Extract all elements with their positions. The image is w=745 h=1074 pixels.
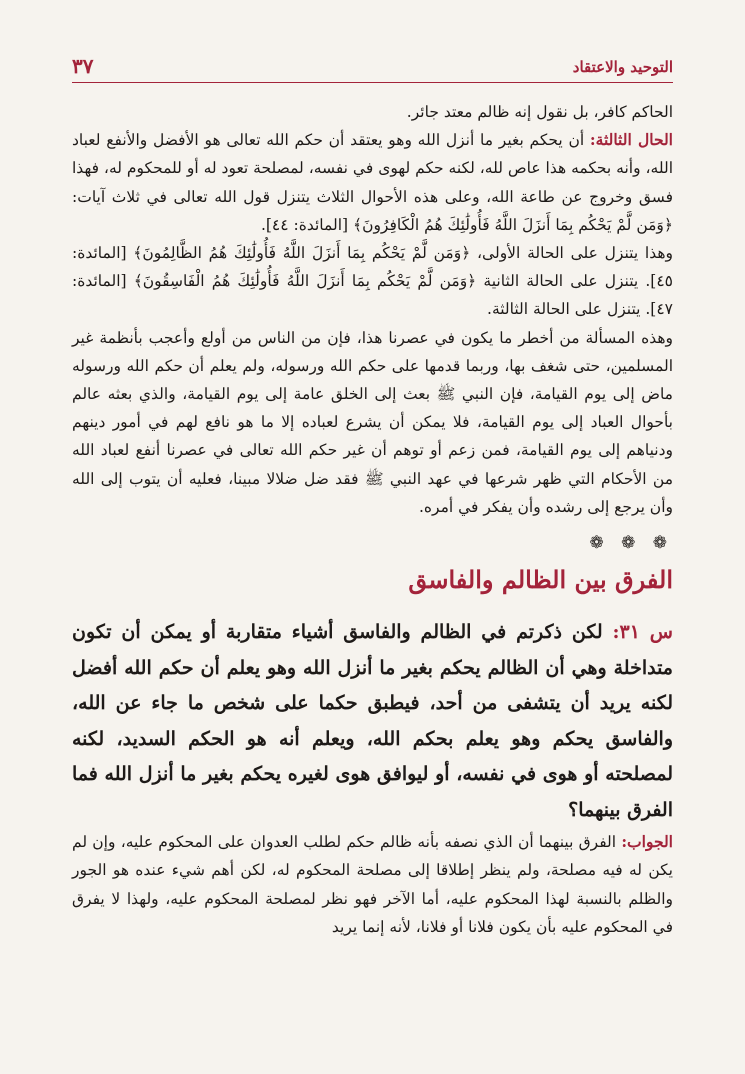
section-title: الفرق بين الظالم والفاسق <box>408 565 673 595</box>
paragraph: وهذا يتنزل على الحالة الأولى، ﴿وَمَن لَّمْ يَحْكُم بِمَا أَنزَلَ اللَّهُ فَأُولَٰئِكَ هُمُ الظَّالِمُونَ﴾ [المائدة: ٤٥]. يتنزل على الحالة الثانية ﴿وَمَن لَّمْ يَحْكُم بِمَا أَنزَلَ اللَّهُ فَأُولَٰئِكَ هُمُ الْفَاسِقُونَ﴾ [المائدة: ٤٧]. يتنزل على الحالة الثالثة. <box>72 244 673 319</box>
answer-text: الفرق بينهما أن الذي نصفه بأنه ظالم حكم لطلب العدوان على المحكوم عليه، وإن لم يكن له فيه مصلحة، ولم ينظر إطلاقا إلى مصلحة المحكوم له، لكن أهم شيء عنده هو الجور والظلم بالنسبة لهذا المحكوم عليه، أما الآخر فهو نظر لمصلحة المحكوم عليه، ولهذا لا يفرق في المحكوم عليه بأن يكون فلانا أو فلانا، لأنه إنما يريد <box>72 833 673 936</box>
question <box>72 615 673 828</box>
page-number: ٣٧ <box>72 54 94 78</box>
question-text: لكن ذكرتم في الظالم والفاسق أشياء متقاربة أو يمكن أن تكون متداخلة وهي أن الظالم يحكم بغير ما أنزل الله وهو يعلم أن حكم الله أفضل لكنه يريد أن يتشفى من أحد، فيطبق حكما على شخص ما جاء عن الله، والفاسق يحكم وهو يعلم بحكم الله، ويعلم أنه هو الحكم السديد، لكنه لمصلحته أو هوى في نفسه، أو ليوافق هوى لغيره يحكم بغير ما أنزل الله فما الفرق بينهما؟ <box>72 621 673 821</box>
paragraph: الحاكم كافر، بل نقول إنه ظالم معتد جائر. <box>406 103 673 121</box>
answer <box>72 828 673 941</box>
answer-label: الجواب: <box>621 832 673 852</box>
page-body <box>72 98 673 941</box>
ornament-separator: ❁ ❁ ❁ <box>589 533 673 554</box>
paragraph-text: أن يحكم بغير ما أنزل الله وهو يعتقد أن حكم الله تعالى هو الأفضل والأنفع لعباد الله، وأنه بحكمه هذا عاص لله، لكنه حكم لهوى في نفسه، لمصلحة تعود له أو للمحكوم له، فهذا فسق وخروج عن طاعة الله، وعلى هذه الأحوال الثلاث يتنزل قول الله تعالى في ثلاث آيات: ﴿وَمَن لَّمْ يَحْكُم بِمَا أَنزَلَ اللَّهُ فَأُولَٰئِكَ هُمُ الْكَافِرُونَ﴾ [المائدة: ٤٤]. <box>72 131 673 234</box>
question-label: س ٣١: <box>612 621 673 644</box>
case-label: الحال الثالثة: <box>589 130 673 150</box>
paragraph: وهذه المسألة من أخطر ما يكون في عصرنا هذا، فإن من الناس من أولع وأعجب بأنظمة غير المسلمين، حتى شغف بها، وربما قدمها على حكم الله ورسوله، ولم يعلم أن حكم الله ورسوله ماض إلى يوم القيامة، فإن النبي ﷺ بعث إلى الخلق عامة إلى يوم القيامة، والذي بعثه عالم بأحوال العباد إلى يوم القيامة، فلا يمكن أن يشرع لعباده إلا ما هو نافع لهم في أمور دينهم ودنياهم إلى يوم القيامة، فمن زعم أو توهم أن غير حكم الله تعالى في عصرنا أنفع لعباد الله من الأحكام التي ظهر شرعها في عهد النبي ﷺ فقد ضل ضلالا مبينا، فعليه أن يتوب إلى الله وأن يرجع إلى رشده وأن يفكر في أمره. <box>72 328 673 516</box>
running-title: التوحيد والاعتقاد <box>572 58 673 76</box>
page-header <box>72 52 673 83</box>
paragraph <box>72 126 673 239</box>
